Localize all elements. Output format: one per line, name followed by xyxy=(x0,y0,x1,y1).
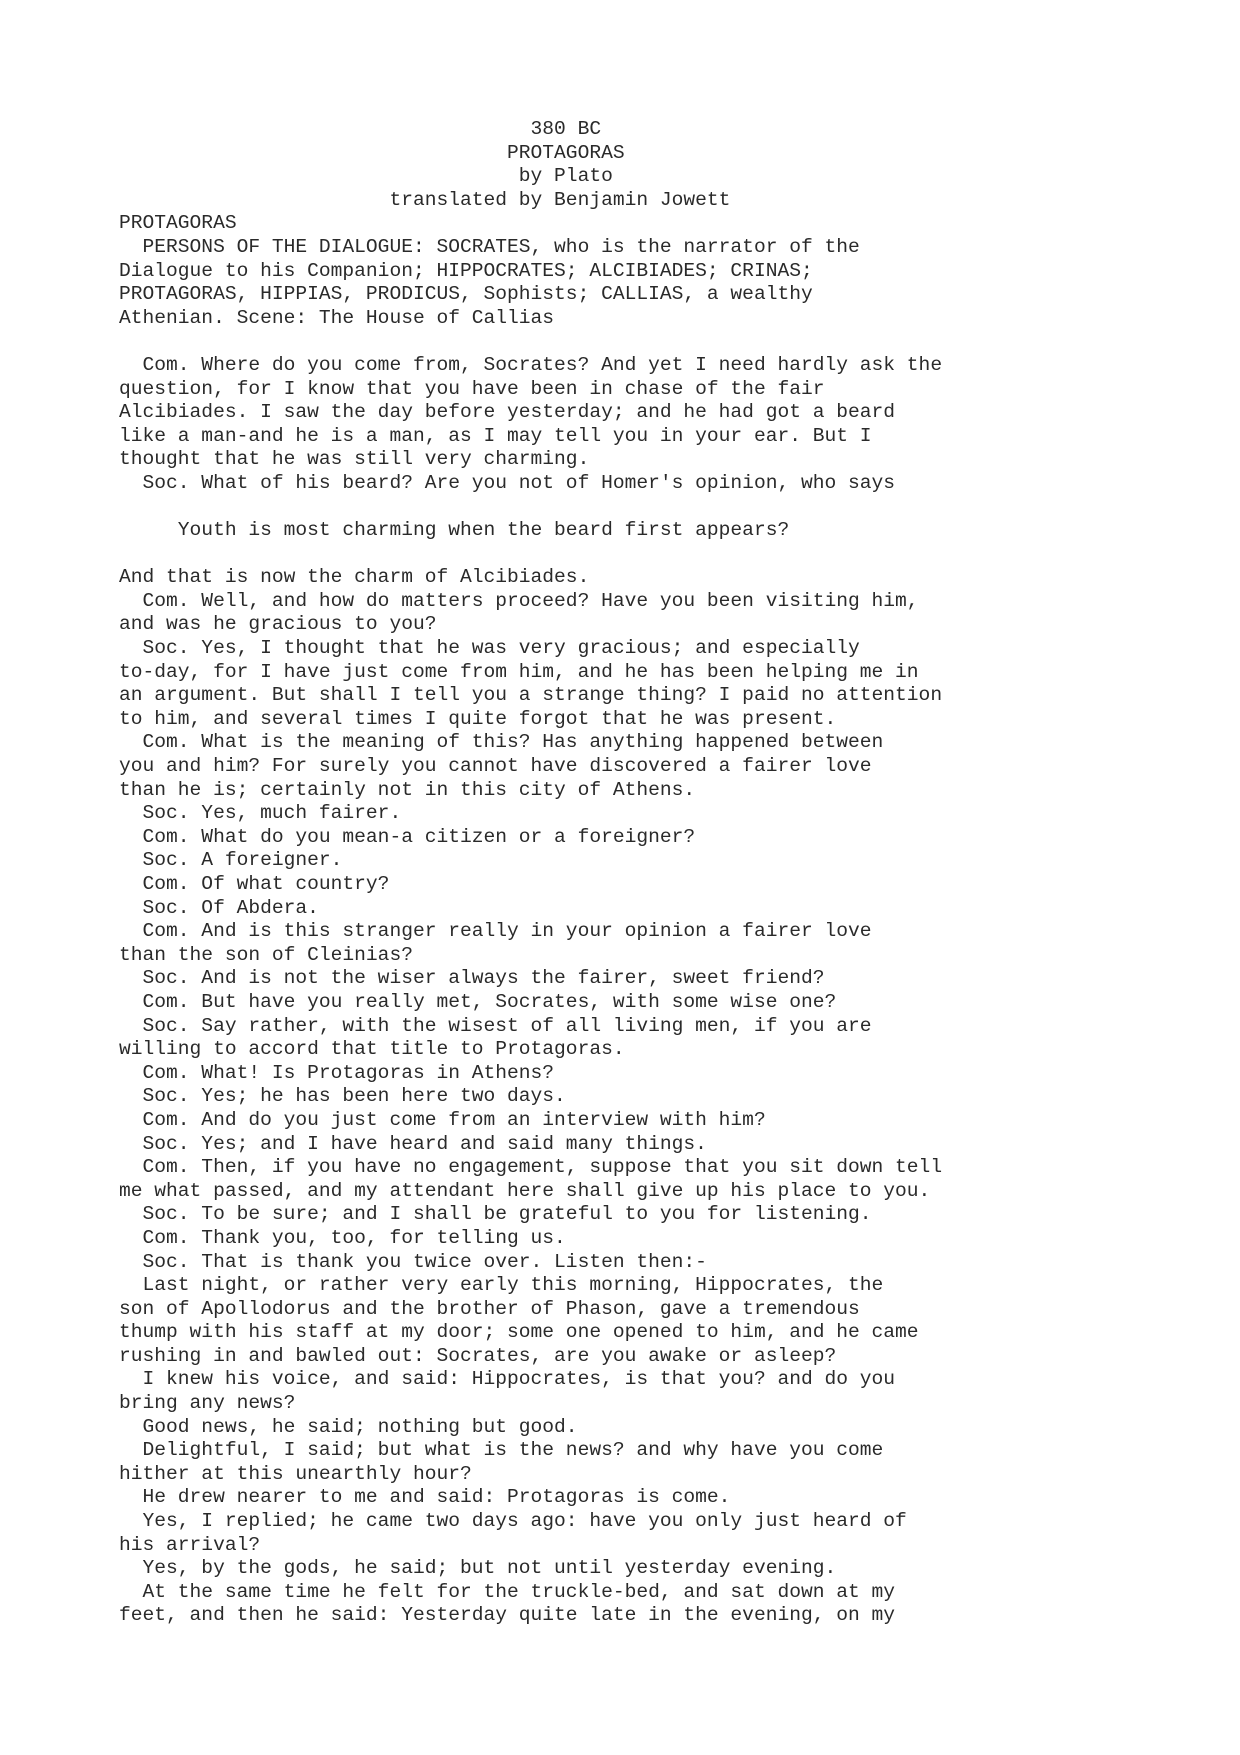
text-line: feet, and then he said: Yesterday quite late in the evening, on my xyxy=(119,1604,896,1627)
document-text xyxy=(119,118,942,1628)
text-line: Com. What do you mean-a citizen or a foreigner? xyxy=(119,825,696,848)
text-line: Soc. Yes; he has been here two days. xyxy=(119,1085,566,1108)
text-line xyxy=(119,543,942,567)
text-line: Dialogue to his Companion; HIPPOCRATES; ALCIBIADES; CRINAS; xyxy=(119,259,813,282)
text-line: PERSONS OF THE DIALOGUE: SOCRATES, who is the narrator of the xyxy=(119,235,860,258)
text-line: and was he gracious to you? xyxy=(119,613,437,636)
text-line: Com. What! Is Protagoras in Athens? xyxy=(119,1061,555,1084)
text-line: Soc. Of Abdera. xyxy=(119,896,319,919)
text-line: me what passed, and my attendant here shall give up his place to you. xyxy=(119,1179,931,1202)
text-line: Soc. And is not the wiser always the fairer, sweet friend? xyxy=(119,967,825,990)
text-line: Soc. Yes, I thought that he was very gracious; and especially xyxy=(119,637,860,660)
text-line: Delightful, I said; but what is the news? and why have you come xyxy=(119,1439,884,1462)
text-line: He drew nearer to me and said: Protagoras is come. xyxy=(119,1486,731,1509)
text-line: to him, and several times I quite forgot that he was present. xyxy=(119,707,837,730)
text-line xyxy=(119,496,942,520)
text-line: Good news, he said; nothing but good. xyxy=(119,1415,578,1438)
text-line: Soc. Yes, much fairer. xyxy=(119,802,402,825)
text-line: than he is; certainly not in this city of Athens. xyxy=(119,778,696,801)
text-line: Soc. Say rather, with the wisest of all living men, if you are xyxy=(119,1014,872,1037)
text-line: Com. And do you just come from an interview with him? xyxy=(119,1108,766,1131)
text-line: by Plato xyxy=(119,165,613,188)
text-line: his arrival? xyxy=(119,1533,261,1556)
text-line: Soc. A foreigner. xyxy=(119,849,343,872)
text-line: son of Apollodorus and the brother of Phason, gave a tremendous xyxy=(119,1297,860,1320)
text-line: than the son of Cleinias? xyxy=(119,943,413,966)
text-line: Alcibiades. I saw the day before yesterday; and he had got a beard xyxy=(119,401,896,424)
text-line: Com. What is the meaning of this? Has anything happened between xyxy=(119,731,884,754)
text-line: 380 BC xyxy=(119,118,602,140)
text-line: to-day, for I have just come from him, and he has been helping me in xyxy=(119,660,919,683)
text-line: Com. Thank you, too, for telling us. xyxy=(119,1226,566,1249)
text-line: translated by Benjamin Jowett xyxy=(119,188,731,211)
text-line: Com. And is this stranger really in your opinion a fairer love xyxy=(119,920,872,943)
text-line: rushing in and bawled out: Socrates, are you awake or asleep? xyxy=(119,1344,837,1367)
text-line: Com. Of what country? xyxy=(119,873,390,895)
text-line: Youth is most charming when the beard first appears? xyxy=(119,519,790,542)
text-line: PROTAGORAS, HIPPIAS, PRODICUS, Sophists; CALLIAS, a wealthy xyxy=(119,283,813,306)
text-line: At the same time he felt for the truckle-bed, and sat down at my xyxy=(119,1580,896,1603)
text-line: Com. But have you really met, Socrates, with some wise one? xyxy=(119,990,837,1013)
text-line: willing to accord that title to Protagoras. xyxy=(119,1038,625,1061)
text-line: question, for I know that you have been in chase of the fair xyxy=(119,377,825,400)
text-line: Athenian. Scene: The House of Callias xyxy=(119,306,555,329)
text-line: Yes, by the gods, he said; but not until yesterday evening. xyxy=(119,1557,837,1580)
text-line: Soc. What of his beard? Are you not of Homer's opinion, who says xyxy=(119,471,896,494)
text-line: PROTAGORAS xyxy=(119,141,625,164)
text-line xyxy=(119,330,942,354)
text-line: an argument. But shall I tell you a strange thing? I paid no attention xyxy=(119,684,943,707)
text-line: like a man-and he is a man, as I may tell you in your ear. But I xyxy=(119,424,872,447)
text-line: Yes, I replied; he came two days ago: have you only just heard of xyxy=(119,1510,907,1533)
text-line: thought that he was still very charming. xyxy=(119,448,590,471)
text-line: you and him? For surely you cannot have discovered a fairer love xyxy=(119,755,872,778)
text-line: bring any news? xyxy=(119,1392,296,1415)
text-line: hither at this unearthly hour? xyxy=(119,1462,472,1485)
text-line: I knew his voice, and said: Hippocrates, is that you? and do you xyxy=(119,1368,896,1391)
text-line: Soc. Yes; and I have heard and said many things. xyxy=(119,1132,707,1155)
text-line: And that is now the charm of Alcibiades. xyxy=(119,566,590,589)
text-line: Soc. To be sure; and I shall be grateful to you for listening. xyxy=(119,1203,872,1226)
text-line: Last night, or rather very early this morning, Hippocrates, the xyxy=(119,1274,884,1297)
text-line: Soc. That is thank you twice over. Listen then:- xyxy=(119,1250,707,1273)
text-line: Com. Where do you come from, Socrates? And yet I need hardly ask the xyxy=(119,353,943,376)
text-line: PROTAGORAS xyxy=(119,212,237,235)
text-line: thump with his staff at my door; some one opened to him, and he came xyxy=(119,1321,919,1344)
text-line: Com. Well, and how do matters proceed? Have you been visiting him, xyxy=(119,589,919,612)
text-line: Com. Then, if you have no engagement, suppose that you sit down tell xyxy=(119,1156,943,1179)
